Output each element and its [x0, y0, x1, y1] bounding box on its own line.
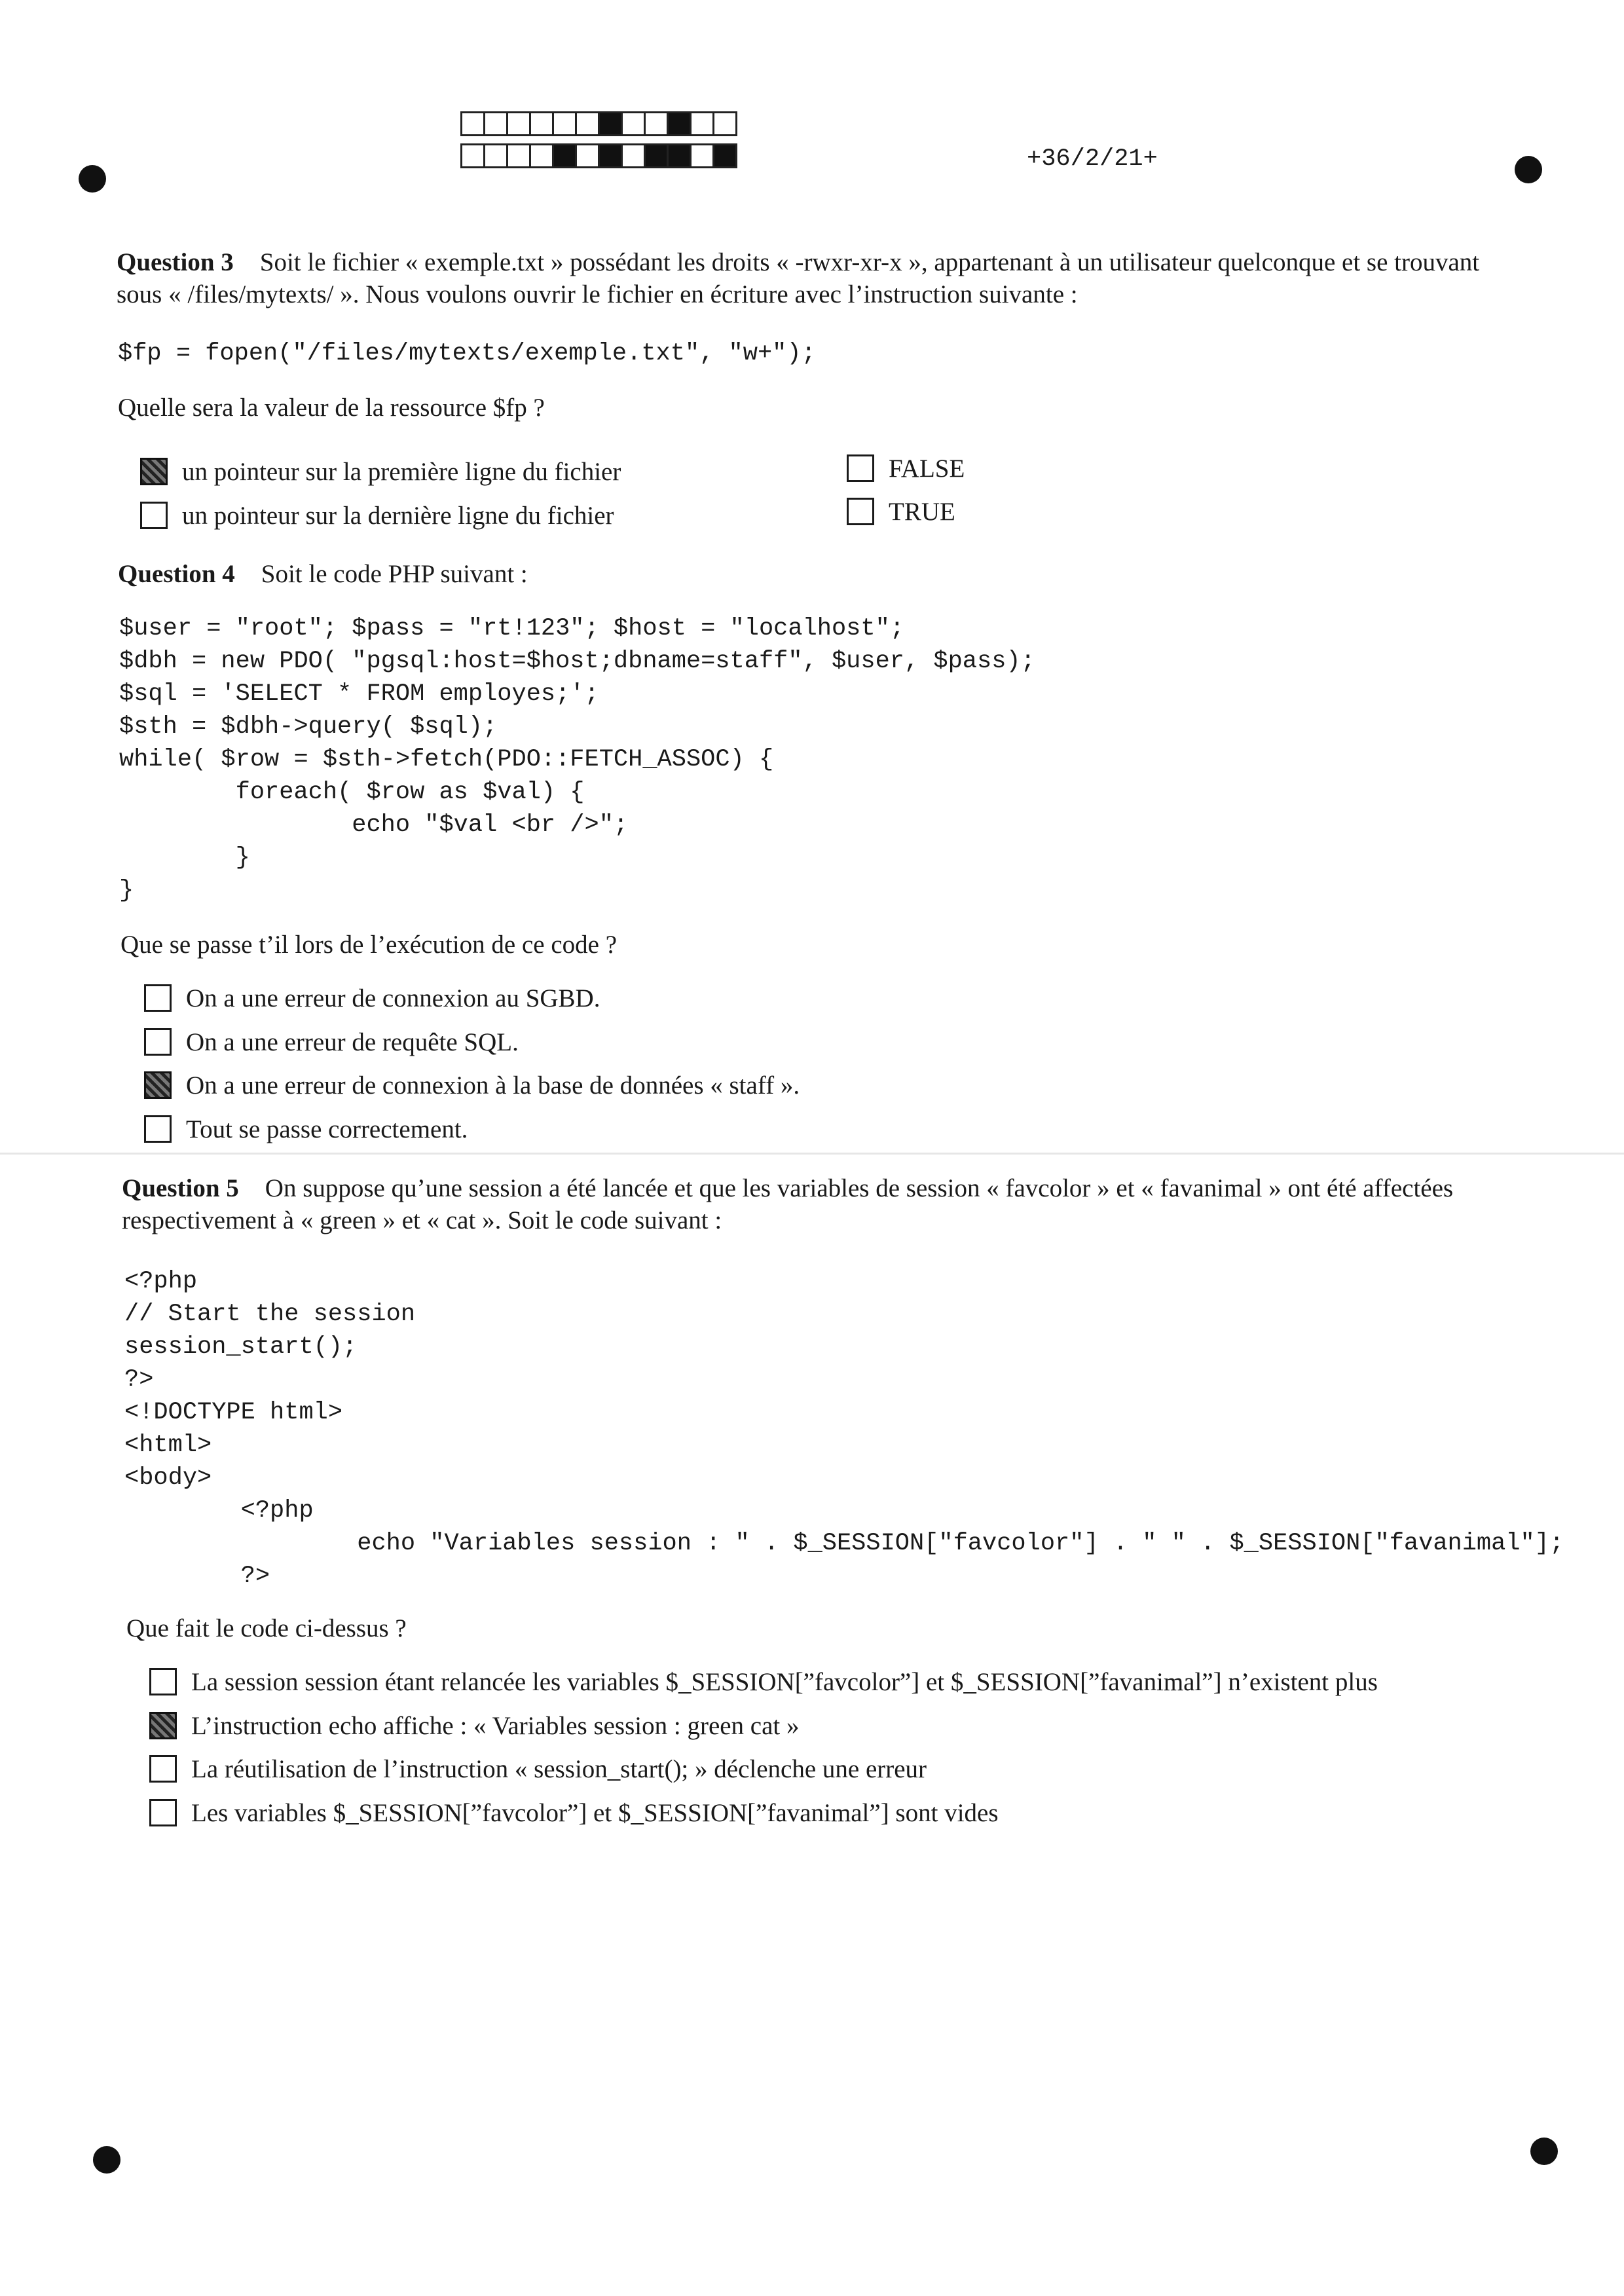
registration-mark-bottom-right — [1530, 2138, 1558, 2165]
q4-option-3-label: On a une erreur de connexion à la base de données « staff ». — [186, 1071, 800, 1100]
q5-option-1-label: La session session étant relancée les variables $_SESSION[”favcolor”] et $_SESSION[”favanimal”] n’existent plus — [191, 1667, 1378, 1696]
question-4-text: Soit le code PHP suivant : — [261, 560, 528, 588]
q5-option-3[interactable] — [149, 1750, 927, 1787]
barcode-row-2-cell-2 — [483, 143, 508, 168]
q3-option-2-label: un pointeur sur la dernière ligne du fichier — [182, 501, 614, 530]
barcode-row-2-cell-5 — [552, 143, 577, 168]
barcode-row-1-cell-12 — [712, 111, 737, 136]
barcode-row-1-cell-3 — [506, 111, 531, 136]
barcode-row-1-cell-2 — [483, 111, 508, 136]
q3-option-2-checkbox[interactable] — [140, 502, 168, 529]
barcode-row-1-cell-7 — [598, 111, 623, 136]
q3-option-1-label: un pointeur sur la première ligne du fichier — [182, 457, 621, 486]
question-4-code: $user = "root"; $pass = "rt!123"; $host = "localhost"; $dbh = new PDO( "pgsql:host=$host;dbname=staff", $user, $pass); $sql = 'SELECT * FROM employes;'; $sth = $dbh->query( $sql); while( $row = $sth->fetch(PDO::FETCH_ASSOC) { foreach( $row as $val) { echo "$val <br />"; } } — [119, 615, 1035, 904]
barcode-row-2-cell-12 — [712, 143, 737, 168]
barcode-row-1-cell-11 — [690, 111, 714, 136]
question-5 — [122, 1172, 1530, 1236]
q4-option-2[interactable] — [144, 1024, 519, 1060]
q4-option-3-checkbox[interactable] — [144, 1071, 172, 1099]
q4-option-2-checkbox[interactable] — [144, 1028, 172, 1056]
q5-option-3-label: La réutilisation de l’instruction « session_start(); » déclenche une erreur — [191, 1754, 927, 1783]
question-3-prompt: Quelle sera la valeur de la ressource $fp ? — [118, 394, 545, 422]
question-4 — [118, 558, 1526, 590]
q3-option-3-checkbox[interactable] — [847, 454, 874, 482]
q4-option-3[interactable] — [144, 1067, 800, 1103]
q5-option-4[interactable] — [149, 1794, 999, 1831]
barcode-row-2-cell-9 — [644, 143, 669, 168]
barcode-row-1-cell-10 — [667, 111, 692, 136]
barcode-row-2-cell-1 — [460, 143, 485, 168]
page-barcode-row-2 — [462, 143, 737, 168]
barcode-row-2-cell-4 — [529, 143, 554, 168]
barcode-row-1-cell-9 — [644, 111, 669, 136]
page-id: +36/2/21+ — [1027, 145, 1158, 173]
q4-option-4[interactable] — [144, 1111, 468, 1147]
question-5-label: Question 5 — [122, 1174, 239, 1202]
q5-option-4-checkbox[interactable] — [149, 1799, 177, 1826]
barcode-row-1-cell-1 — [460, 111, 485, 136]
q5-option-2-label: L’instruction echo affiche : « Variables session : green cat » — [191, 1711, 800, 1740]
q3-option-1-checkbox[interactable] — [140, 458, 168, 485]
question-5-text: On suppose qu’une session a été lancée et que les variables de session « favcolor » et « favanimal » ont été affectées respectivement à « green » et « cat ». Soit le code suivant : — [122, 1174, 1454, 1234]
q3-option-4-label: TRUE — [889, 497, 955, 526]
q4-option-4-label: Tout se passe correctement. — [186, 1115, 468, 1143]
q5-option-1-checkbox[interactable] — [149, 1668, 177, 1695]
page-barcode-row-1 — [462, 111, 737, 136]
registration-mark-top-left — [79, 165, 106, 193]
barcode-row-2-cell-3 — [506, 143, 531, 168]
q3-option-4[interactable] — [847, 493, 955, 530]
barcode-row-2-cell-7 — [598, 143, 623, 168]
q4-option-4-checkbox[interactable] — [144, 1115, 172, 1143]
q4-option-1[interactable] — [144, 980, 600, 1016]
barcode-row-1-cell-5 — [552, 111, 577, 136]
q5-option-1[interactable] — [149, 1663, 1378, 1700]
barcode-row-2-cell-11 — [690, 143, 714, 168]
question-5-prompt: Que fait le code ci-dessus ? — [126, 1614, 407, 1642]
q5-option-3-checkbox[interactable] — [149, 1755, 177, 1783]
question-3-label: Question 3 — [117, 248, 234, 276]
barcode-row-1-cell-8 — [621, 111, 646, 136]
q3-option-2[interactable] — [140, 497, 614, 534]
question-5-code: <?php // Start the session session_start(); ?> <!DOCTYPE html> <html> <body> <?php echo "Variables session : " . $_SESSION["favcolor"] . " " . $_SESSION["favanimal"]; ?> — [124, 1268, 1564, 1590]
q5-option-4-label: Les variables $_SESSION[”favcolor”] et $_SESSION[”favanimal”] sont vides — [191, 1798, 999, 1827]
registration-mark-bottom-left — [93, 2146, 120, 2174]
q4-option-2-label: On a une erreur de requête SQL. — [186, 1028, 519, 1056]
q5-option-2[interactable] — [149, 1707, 800, 1744]
q3-option-3-label: FALSE — [889, 454, 965, 483]
q4-option-1-label: On a une erreur de connexion au SGBD. — [186, 984, 600, 1012]
q3-option-3[interactable] — [847, 450, 965, 487]
barcode-row-2-cell-8 — [621, 143, 646, 168]
page-fold-line — [0, 1153, 1624, 1155]
question-3-text: Soit le fichier « exemple.txt » possédant les droits « -rwxr-xr-x », appartenant à un utilisateur quelconque et se trouvant sous « /files/mytexts/ ». Nous voulons ouvrir le fichier en écriture avec l’instruction suivante : — [117, 248, 1480, 308]
q4-option-1-checkbox[interactable] — [144, 984, 172, 1012]
question-4-label: Question 4 — [118, 560, 235, 588]
q5-option-2-checkbox[interactable] — [149, 1712, 177, 1739]
registration-mark-top-right — [1515, 156, 1542, 183]
q3-option-1[interactable] — [140, 453, 621, 490]
barcode-row-2-cell-6 — [575, 143, 600, 168]
question-3-code: $fp = fopen("/files/mytexts/exemple.txt", "w+"); — [118, 340, 816, 367]
question-3 — [117, 246, 1524, 310]
question-4-prompt: Que se passe t’il lors de l’exécution de ce code ? — [120, 931, 618, 959]
barcode-row-1-cell-6 — [575, 111, 600, 136]
barcode-row-1-cell-4 — [529, 111, 554, 136]
barcode-row-2-cell-10 — [667, 143, 692, 168]
q3-option-4-checkbox[interactable] — [847, 498, 874, 525]
